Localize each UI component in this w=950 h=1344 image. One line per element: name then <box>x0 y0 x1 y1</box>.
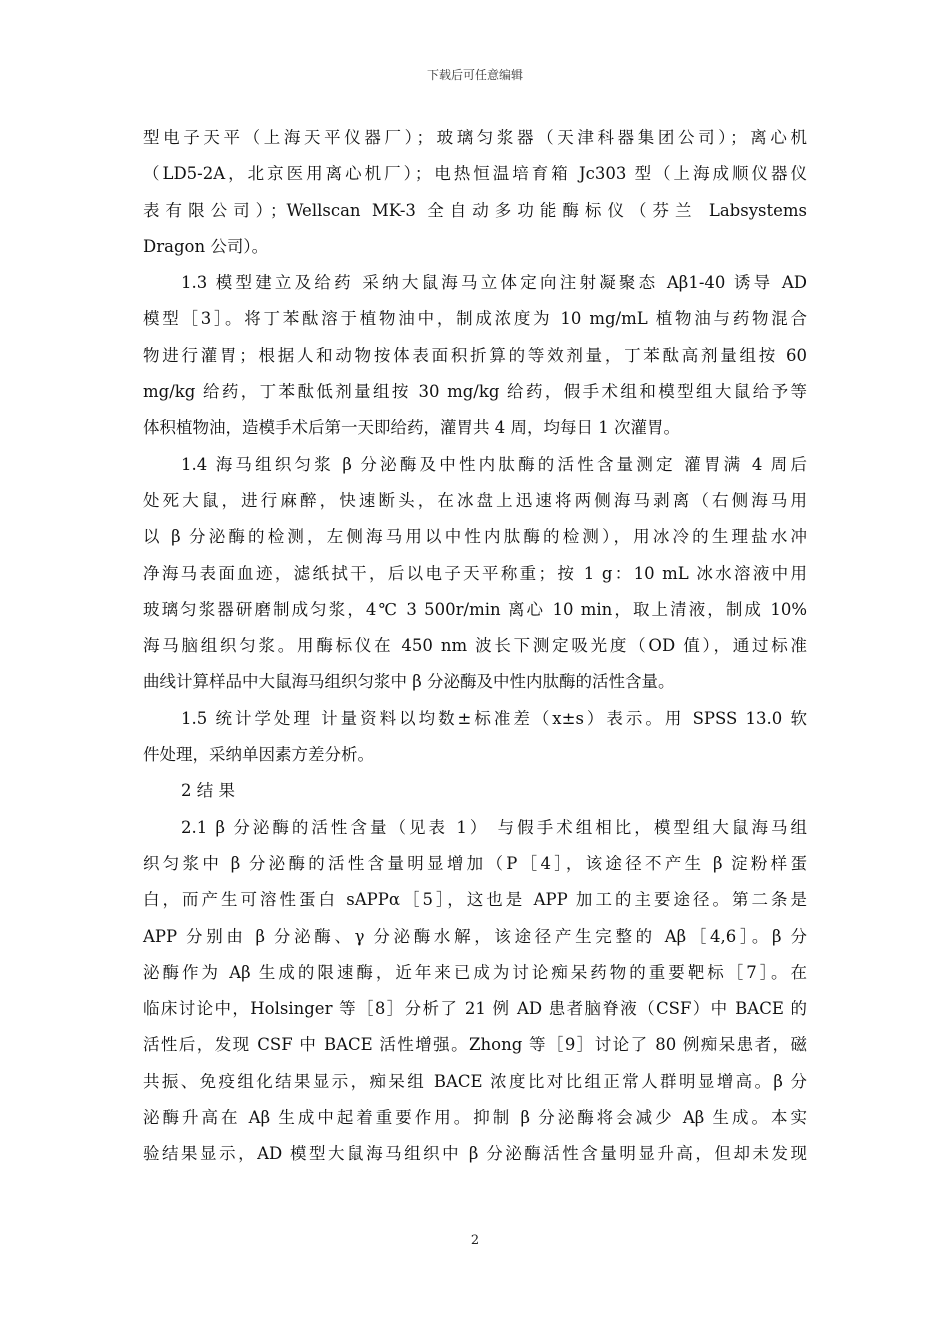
body-text-line: APP 分别由 β 分泌酶、γ 分泌酶水解，该途径产生完整的 Aβ［4,6］。β 分 <box>143 926 807 946</box>
body-text-line: 泌酶作为 Aβ 生成的限速酶，近年来已成为讨论痴呆药物的重要靶标［7］。在 <box>143 962 807 982</box>
body-text-line: 白，而产生可溶性蛋白 sAPPα［5］，这也是 APP 加工的主要途径。第二条是 <box>143 890 807 910</box>
body-text-line: 曲线计算样品中大鼠海马组织匀浆中 β 分泌酶及中性内肽酶的活性含量。 <box>143 672 675 692</box>
body-text-line: 活性后，发现 CSF 中 BACE 活性增强。Zhong 等［9］讨论了 80 例痴呆患者，磁 <box>143 1035 807 1055</box>
page-header: 下载后可任意编辑 <box>426 68 523 82</box>
body-text-line: 净海马表面血迹，滤纸拭干，后以电子天平称重；按 1 g：10 mL 冰水溶液中用 <box>143 563 807 583</box>
body-text-line: 1.5 统计学处理 计量资料以均数±标准差（x±s）表示。用 SPSS 13.0 软 <box>181 708 807 728</box>
body-text-line: 件处理，采纳单因素方差分析。 <box>143 745 374 765</box>
body-text-line: 1.3 模型建立及给药 采纳大鼠海马立体定向注射凝聚态 Aβ1-40 诱导 AD <box>181 273 807 293</box>
body-text-line: 海马脑组织匀浆。用酶标仪在 450 nm 波长下测定吸光度（OD 值），通过标准 <box>143 636 807 656</box>
body-text-line: 体积植物油，造模手术后第一天即给药，灌胃共 4 周，均每日 1 次灌胃。 <box>143 418 680 438</box>
body-text-line: 表有限公司）；Wellscan MK-3 全自动多功能酶标仪（芬兰 Labsystems <box>143 200 807 220</box>
body-text-line: 共振、免疫组化结果显示，痴呆组 BACE 浓度比对比组正常人群明显增高。β 分 <box>143 1071 807 1091</box>
body-text-line: 泌酶升高在 Aβ 生成中起着重要作用。抑制 β 分泌酶将会减少 Aβ 生成。本实 <box>143 1108 807 1128</box>
body-text-line: 2 结 果 <box>181 781 235 801</box>
body-text-line: 2.1 β 分泌酶的活性含量（见表 1） 与假手术组相比，模型组大鼠海马组 <box>181 817 807 837</box>
body-text-line: 物进行灌胃；根据人和动物按体表面积折算的等效剂量，丁苯酞高剂量组按 60 <box>143 345 807 365</box>
body-text-line: 模型［3］。将丁苯酞溶于植物油中，制成浓度为 10 mg/mL 植物油与药物混合 <box>143 309 807 329</box>
body-text-line: 1.4 海马组织匀浆 β 分泌酶及中性内肽酶的活性含量测定 灌胃满 4 周后 <box>181 454 807 474</box>
body-text-line: Dragon 公司）。 <box>143 236 269 256</box>
body-text-line: 验结果显示，AD 模型大鼠海马组织中 β 分泌酶活性含量明显升高，但却未发现 <box>143 1144 807 1164</box>
body-text-line: 处死大鼠，进行麻醉，快速断头，在冰盘上迅速将两侧海马剥离（右侧海马用 <box>143 490 807 510</box>
body-text-line: 织匀浆中 β 分泌酶的活性含量明显增加（P［4］，该途径不产生 β 淀粉样蛋 <box>143 853 807 873</box>
body-text-line: 型电子天平（上海天平仪器厂）；玻璃匀浆器（天津科器集团公司）；离心机 <box>143 128 807 147</box>
body-text-line: 玻璃匀浆器研磨制成匀浆，4℃ 3 500r/min 离心 10 min，取上清液，制成 10% <box>143 599 807 619</box>
page-number: 2 <box>470 1233 480 1248</box>
body-text-line: mg/kg 给药，丁苯酞低剂量组按 30 mg/kg 给药，假手术组和模型组大鼠给予等 <box>143 382 807 402</box>
body-text-line: 临床讨论中，Holsinger 等［8］分析了 21 例 AD 患者脑脊液（CSF）中 BACE 的 <box>143 999 807 1019</box>
body-text-line: （LD5-2A，北京医用离心机厂）；电热恒温培育箱 Jc303 型（上海成顺仪器仪 <box>143 164 807 184</box>
document-body <box>143 120 807 1173</box>
body-text-line: 以 β 分泌酶的检测，左侧海马用以中性内肽酶的检测），用冰冷的生理盐水冲 <box>143 527 807 547</box>
